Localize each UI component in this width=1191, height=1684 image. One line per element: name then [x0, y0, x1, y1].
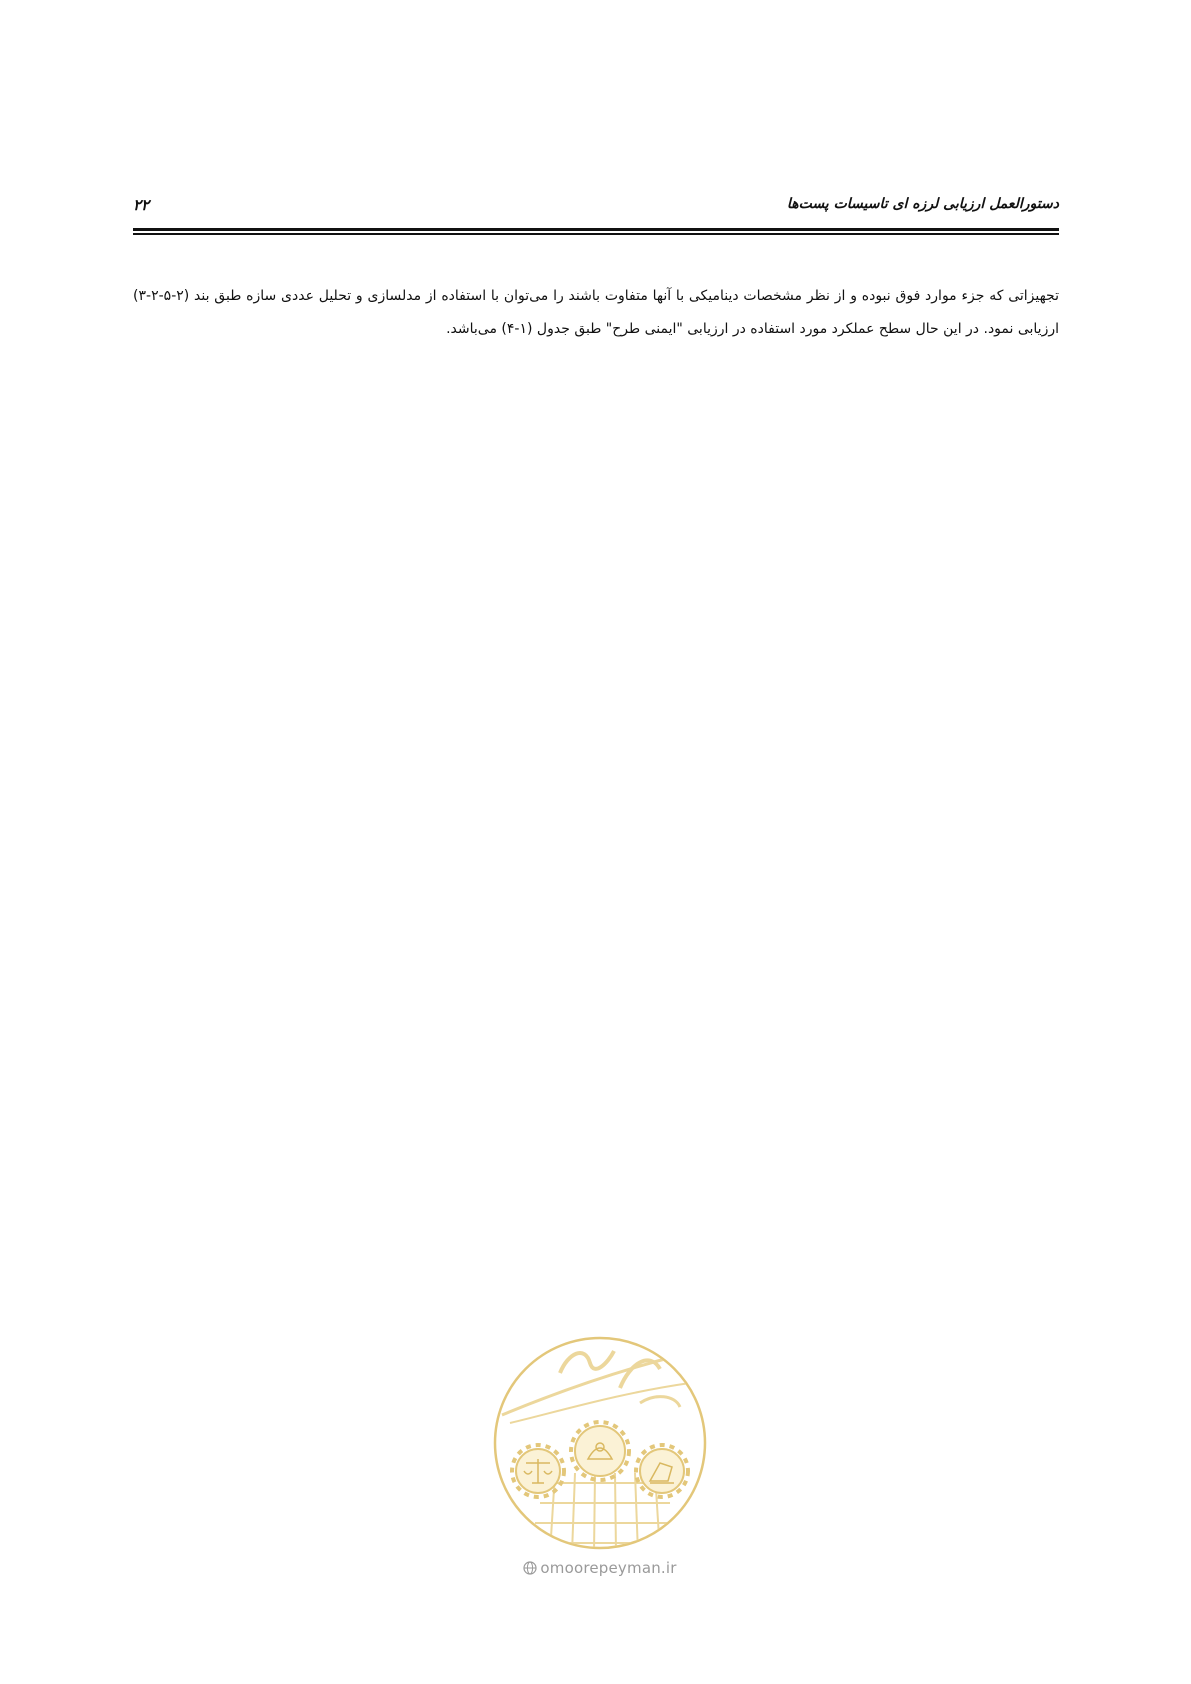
header-divider — [133, 228, 1059, 235]
omoorepeyman-logo-icon — [490, 1333, 710, 1553]
watermark-url — [480, 1559, 720, 1577]
running-header-title: دستورالعمل ارزیابی لرزه ای تاسیسات پست‌ها — [786, 196, 1059, 212]
body-paragraph: تجهیزاتی که جزء موارد فوق نبوده و از نظر مشخصات دینامیکی با آنها متفاوت باشند را می‌توان با استفاده از مدلسازی و تحلیل عددی سازه طبق بند (۲-۵-۲-۳) ارزیابی نمود. در این حال سطح عملکرد مورد استفاده در ارزیابی "ایمنی طرح" طبق جدول (۱-۴) می‌باشد. — [133, 288, 1059, 337]
page-number: ۲۲ — [133, 196, 150, 214]
header-divider-thick — [133, 228, 1059, 231]
header-divider-thin — [133, 233, 1059, 235]
body-text — [133, 280, 1059, 346]
watermark — [480, 1333, 720, 1583]
watermark-url-text: omoorepeyman.ir — [540, 1559, 677, 1577]
globe-icon — [523, 1561, 537, 1575]
page-header — [133, 196, 1059, 222]
